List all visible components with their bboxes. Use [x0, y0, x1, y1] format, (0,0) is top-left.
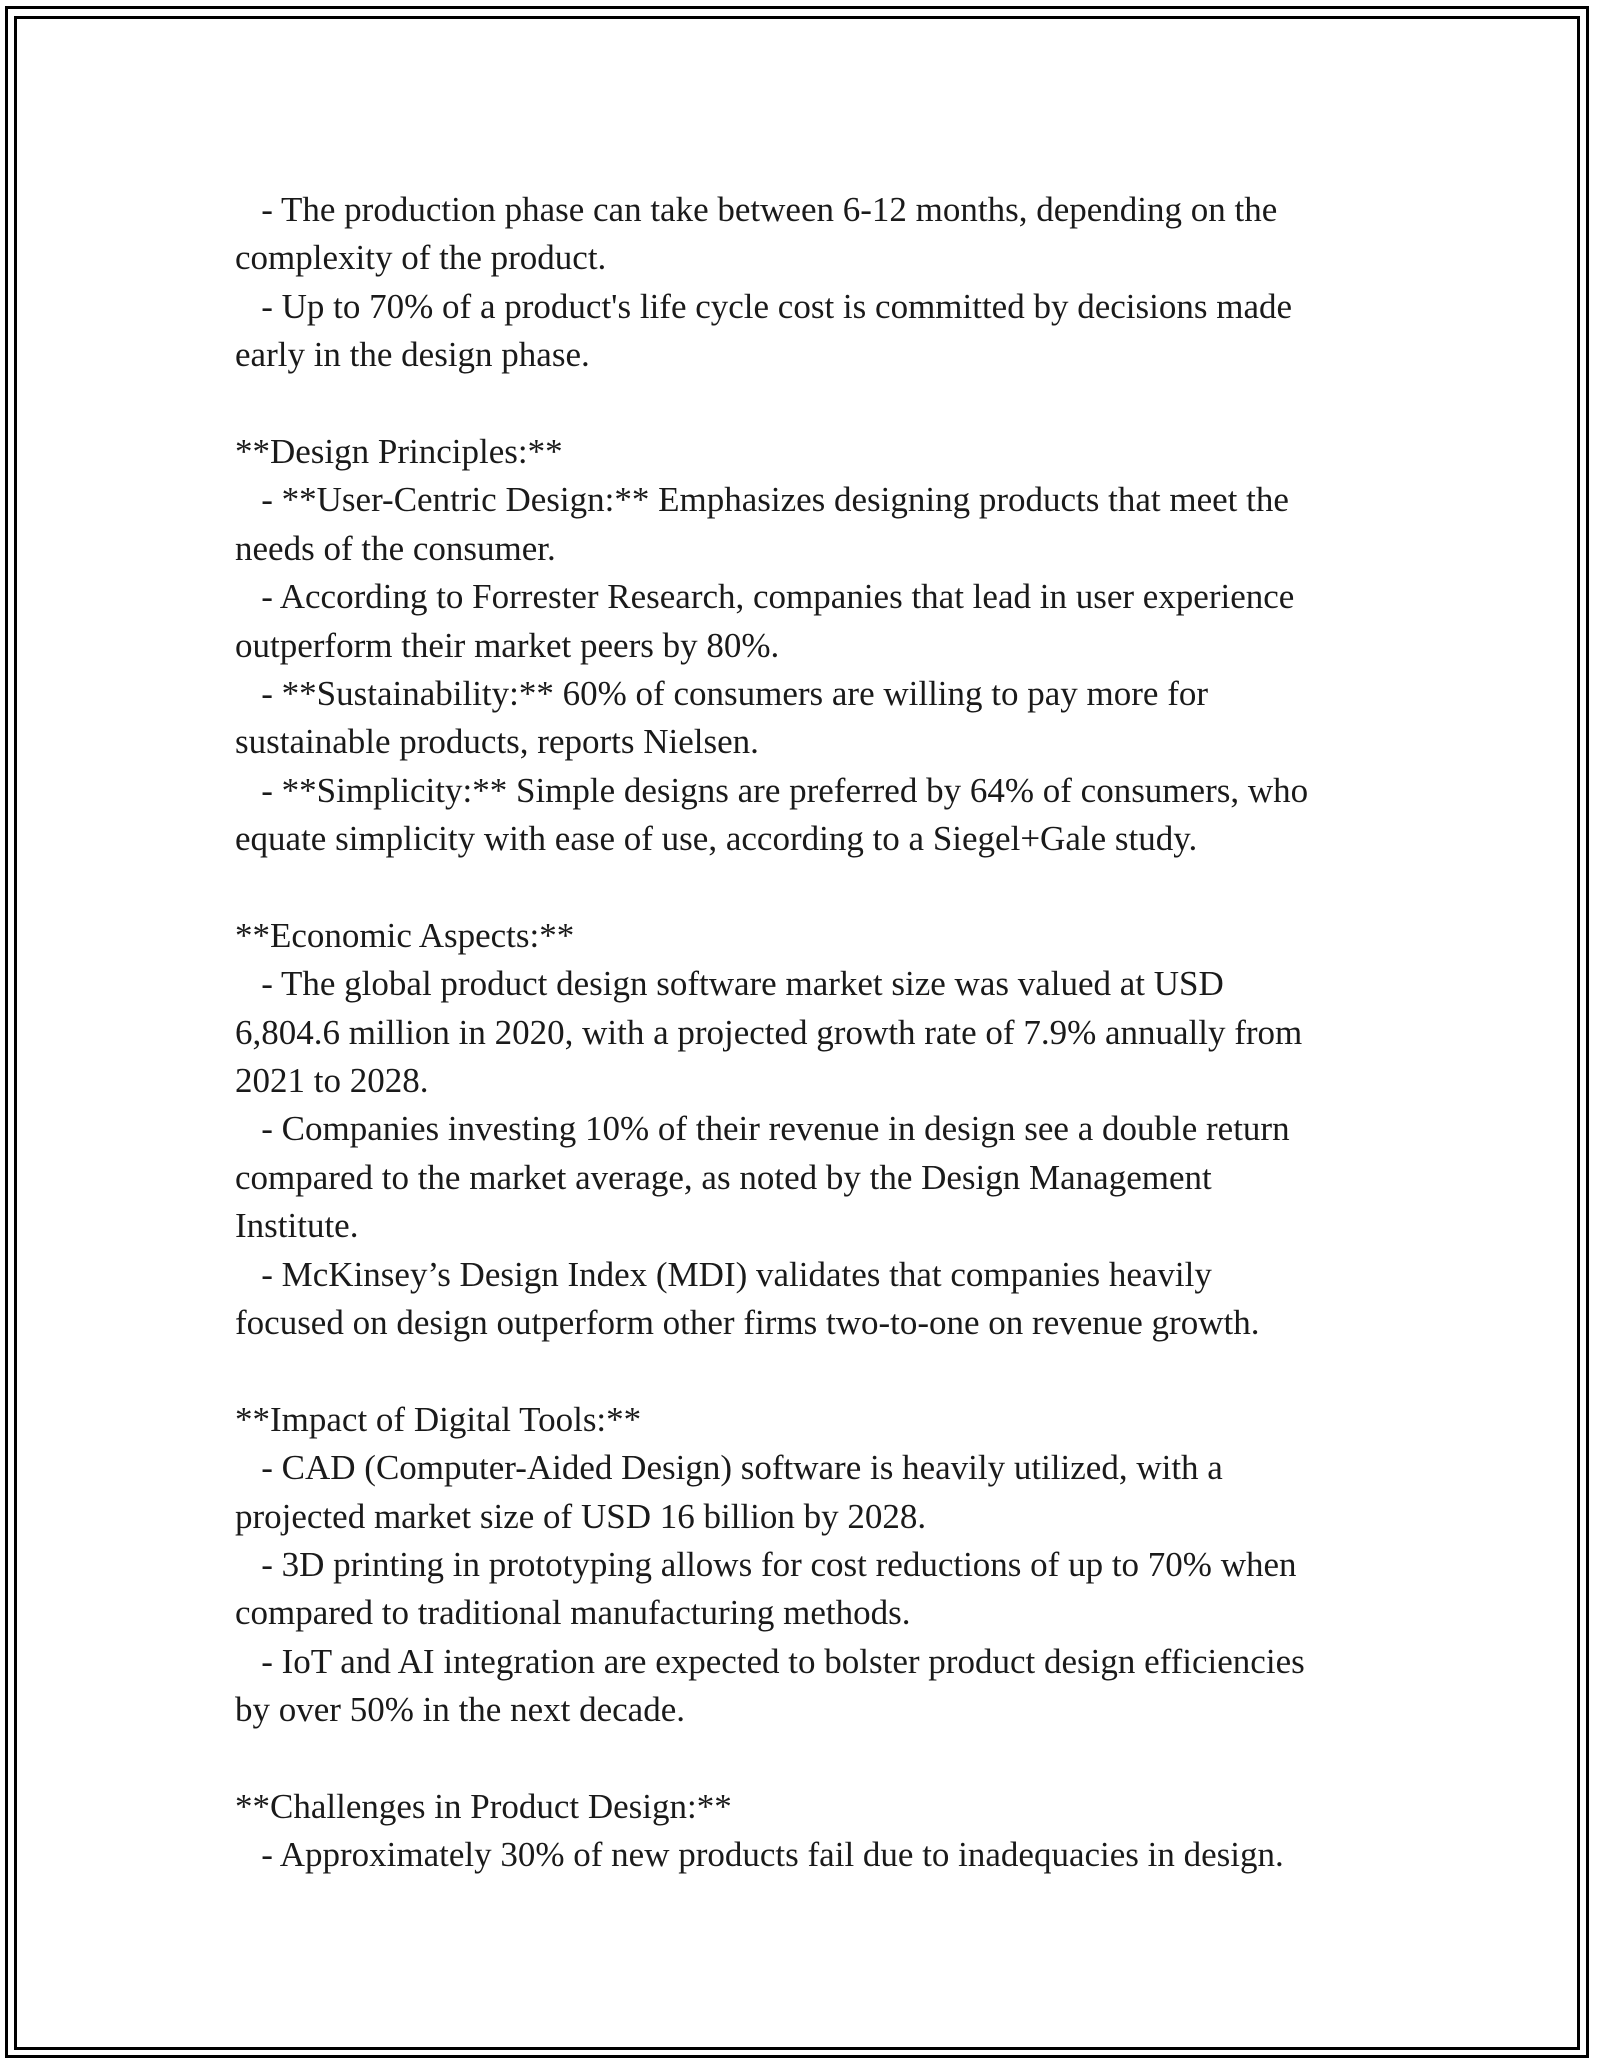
document-body	[235, 186, 1375, 1880]
text-line: - IoT and AI integration are expected to bolster product design efficiencies	[235, 1641, 1305, 1681]
blank-line	[235, 863, 1375, 911]
text-line: - **Simplicity:** Simple designs are preferred by 64% of consumers, who	[235, 770, 1309, 810]
text-line: needs of the consumer.	[235, 528, 556, 568]
text-line: compared to traditional manufacturing methods.	[235, 1593, 911, 1633]
text-line: - McKinsey’s Design Index (MDI) validates that companies heavily	[235, 1254, 1212, 1294]
text-line: outperform their market peers by 80%.	[235, 625, 780, 665]
text-line: - The global product design software market size was valued at USD	[235, 964, 1224, 1004]
text-line: equate simplicity with ease of use, according to a Siegel+Gale study.	[235, 819, 1198, 859]
text-line: **Impact of Digital Tools:**	[235, 1399, 642, 1439]
text-line: **Economic Aspects:**	[235, 915, 575, 955]
blank-line	[235, 1735, 1375, 1783]
text-line: **Challenges in Product Design:**	[235, 1786, 732, 1826]
text-line: early in the design phase.	[235, 335, 590, 375]
text-line: - **Sustainability:** 60% of consumers are willing to pay more for	[235, 673, 1209, 713]
text-line: - CAD (Computer-Aided Design) software is heavily utilized, with a	[235, 1448, 1223, 1488]
text-line: - 3D printing in prototyping allows for cost reductions of up to 70% when	[235, 1544, 1297, 1584]
text-line: - The production phase can take between 6-12 months, depending on the	[235, 190, 1278, 229]
blank-line	[235, 380, 1375, 428]
text-line: focused on design outperform other firms two-to-one on revenue growth.	[235, 1302, 1260, 1342]
text-line: projected market size of USD 16 billion by 2028.	[235, 1496, 927, 1536]
text-line: Institute.	[235, 1206, 359, 1246]
text-line: - Up to 70% of a product's life cycle cost is committed by decisions made	[235, 286, 1293, 326]
text-line: complexity of the product.	[235, 238, 607, 278]
text-line: - According to Forrester Research, companies that lead in user experience	[235, 577, 1295, 617]
text-line: - Approximately 30% of new products fail due to inadequacies in design.	[235, 1835, 1284, 1875]
text-line: **Design Principles:**	[235, 431, 563, 471]
text-line: sustainable products, reports Nielsen.	[235, 722, 759, 762]
text-line: - **User-Centric Design:** Emphasizes designing products that meet the	[235, 480, 1289, 520]
blank-line	[235, 1347, 1375, 1395]
text-line: 6,804.6 million in 2020, with a projected growth rate of 7.9% annually from	[235, 1012, 1303, 1052]
text-line: by over 50% in the next decade.	[235, 1690, 685, 1730]
text-line: compared to the market average, as noted by the Design Management	[235, 1157, 1212, 1197]
text-line: 2021 to 2028.	[235, 1061, 429, 1101]
text-line: - Companies investing 10% of their revenue in design see a double return	[235, 1109, 1290, 1149]
